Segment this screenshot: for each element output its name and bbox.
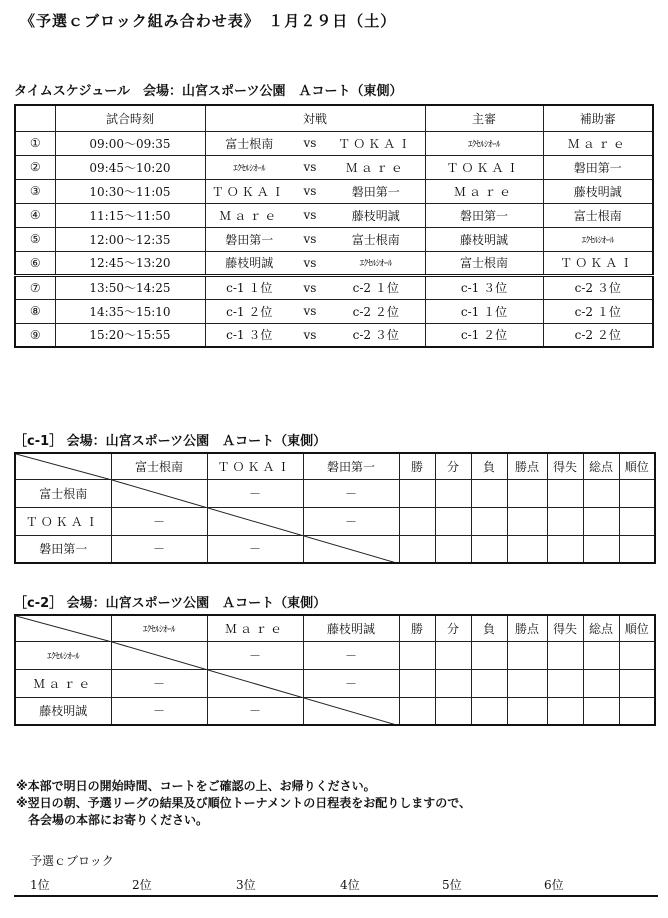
schedule-row (15, 299, 653, 323)
result-cell-dash: － (207, 641, 303, 669)
league-header-stat: 順位 (619, 453, 655, 479)
stat-cell (507, 535, 547, 563)
league-row-team: 富士根南 (15, 479, 111, 507)
stat-cell (435, 697, 471, 725)
stat-cell (399, 507, 435, 535)
result-cell-dash: － (111, 697, 207, 725)
team-away: 磐田第一 (327, 179, 425, 203)
stat-cell (583, 479, 619, 507)
stat-cell (399, 535, 435, 563)
result-cell-dash: － (111, 507, 207, 535)
match-time: 10:30～11:05 (55, 179, 205, 203)
schedule-row (15, 275, 653, 299)
referee: 藤枝明誠 (425, 227, 543, 251)
diagonal-line (16, 454, 111, 479)
team-away: Ｍａｒｅ (327, 155, 425, 179)
diagonal-line (208, 670, 304, 698)
stat-cell (619, 697, 655, 725)
assistant-referee: c-2 ２位 (543, 323, 653, 347)
result-cell-dash: － (207, 535, 303, 563)
stat-cell (547, 535, 583, 563)
vs-label: vs (293, 203, 327, 227)
league-header-stat: 得失 (547, 615, 583, 641)
result-cell-dash: － (207, 479, 303, 507)
team-home: 富士根南 (205, 131, 293, 155)
stat-cell (435, 641, 471, 669)
assistant-referee: ｴｸｾﾙｼｵｰﾙ (543, 227, 653, 251)
diagonal-line (112, 480, 208, 508)
ranking-place: 4位 (340, 878, 360, 892)
league-header-stat: 総点 (583, 615, 619, 641)
vs-label: vs (293, 299, 327, 323)
match-number: ⑧ (15, 299, 55, 323)
league-header-team: 磐田第一 (303, 453, 399, 479)
result-cell-dash: － (111, 535, 207, 563)
ranking-underline (14, 895, 658, 897)
team-home: Ｍａｒｅ (205, 203, 293, 227)
stat-cell (547, 641, 583, 669)
diagonal-line (208, 508, 304, 536)
league-header-team: 藤枝明誠 (303, 615, 399, 641)
team-away: c-2 ２位 (327, 299, 425, 323)
league-header-row (15, 453, 655, 479)
diagonal-line (304, 536, 400, 564)
league-header-stat: 負 (471, 453, 507, 479)
stat-cell (471, 479, 507, 507)
self-match-cell (207, 507, 303, 535)
team-home: 藤枝明誠 (205, 251, 293, 275)
team-away: ＴＯＫＡＩ (327, 131, 425, 155)
schedule-row (15, 179, 653, 203)
match-number: ① (15, 131, 55, 155)
referee: ＴＯＫＡＩ (425, 155, 543, 179)
league-c1-table (14, 452, 656, 564)
league-header-team: ＴＯＫＡＩ (207, 453, 303, 479)
stat-cell (471, 669, 507, 697)
stat-cell (399, 641, 435, 669)
team-home: ＴＯＫＡＩ (205, 179, 293, 203)
stat-cell (399, 697, 435, 725)
league-header-stat: 勝 (399, 615, 435, 641)
vs-label: vs (293, 227, 327, 251)
league-header-stat: 勝点 (507, 615, 547, 641)
match-number: ② (15, 155, 55, 179)
stat-cell (619, 479, 655, 507)
stat-cell (399, 669, 435, 697)
stat-cell (547, 507, 583, 535)
schedule-header-assistant: 補助審 (543, 105, 653, 131)
stat-cell (471, 507, 507, 535)
stat-cell (619, 507, 655, 535)
schedule-heading: タイムスケジュール 会場：山宮スポーツ公園 Ａコート（東側） (14, 84, 403, 99)
result-cell-dash: － (303, 507, 399, 535)
league-row (15, 507, 655, 535)
match-time: 14:35～15:10 (55, 299, 205, 323)
team-away: c-2 ３位 (327, 323, 425, 347)
notes (16, 778, 471, 829)
self-match-cell (111, 479, 207, 507)
result-cell-dash: － (303, 479, 399, 507)
schedule-row (15, 155, 653, 179)
stat-cell (547, 669, 583, 697)
stat-cell (507, 479, 547, 507)
schedule-header-match: 対戦 (205, 105, 425, 131)
stat-cell (507, 641, 547, 669)
assistant-referee: c-2 １位 (543, 299, 653, 323)
assistant-referee: 磐田第一 (543, 155, 653, 179)
team-away: ｴｸｾﾙｼｵｰﾙ (327, 251, 425, 275)
stat-cell (547, 479, 583, 507)
self-match-cell (303, 535, 399, 563)
team-home: c-1 ２位 (205, 299, 293, 323)
result-cell-dash: － (303, 641, 399, 669)
assistant-referee: c-2 ３位 (543, 275, 653, 299)
team-home: ｴｸｾﾙｼｵｰﾙ (205, 155, 293, 179)
league-header-stat: 負 (471, 615, 507, 641)
referee: 磐田第一 (425, 203, 543, 227)
league-header-stat: 分 (435, 615, 471, 641)
diagonal-corner-cell (15, 615, 111, 641)
schedule-header-no (15, 105, 55, 131)
stat-cell (619, 669, 655, 697)
referee: c-1 ３位 (425, 275, 543, 299)
note-line: 各会場の本部にお寄りください。 (16, 813, 209, 827)
schedule-table (14, 104, 654, 348)
team-home: c-1 １位 (205, 275, 293, 299)
stat-cell (547, 697, 583, 725)
schedule-row (15, 251, 653, 275)
team-home: 磐田第一 (205, 227, 293, 251)
diagonal-line (112, 642, 208, 670)
ranking-label: 予選ｃブロック (30, 854, 114, 868)
schedule-row (15, 131, 653, 155)
league-header-row (15, 615, 655, 641)
self-match-cell (207, 669, 303, 697)
vs-label: vs (293, 251, 327, 275)
stat-cell (507, 507, 547, 535)
league-row (15, 535, 655, 563)
stat-cell (619, 641, 655, 669)
schedule-header-time: 試合時刻 (55, 105, 205, 131)
match-number: ⑤ (15, 227, 55, 251)
match-time: 12:00～12:35 (55, 227, 205, 251)
vs-label: vs (293, 323, 327, 347)
self-match-cell (303, 697, 399, 725)
match-time: 15:20～15:55 (55, 323, 205, 347)
stat-cell (507, 697, 547, 725)
vs-label: vs (293, 179, 327, 203)
stat-cell (435, 535, 471, 563)
ranking-place: 3位 (236, 878, 256, 892)
referee: 富士根南 (425, 251, 543, 275)
referee: c-1 １位 (425, 299, 543, 323)
ranking-place: 6位 (544, 878, 564, 892)
match-time: 11:15～11:50 (55, 203, 205, 227)
stat-cell (619, 535, 655, 563)
team-home: c-1 ３位 (205, 323, 293, 347)
ranking-place: 1位 (30, 878, 50, 892)
referee: Ｍａｒｅ (425, 179, 543, 203)
league-row-team: ｴｸｾﾙｼｵｰﾙ (15, 641, 111, 669)
league-header-stat: 分 (435, 453, 471, 479)
match-time: 09:00～09:35 (55, 131, 205, 155)
ranking-place: 2位 (132, 878, 152, 892)
diagonal-line (16, 616, 111, 641)
schedule-header-row (15, 105, 653, 131)
stat-cell (471, 641, 507, 669)
diagonal-line (304, 698, 400, 726)
note-line: ※本部で明日の開始時間、コートをご確認の上、お帰りください。 (16, 779, 376, 793)
schedule-row (15, 227, 653, 251)
league-row (15, 641, 655, 669)
vs-label: vs (293, 275, 327, 299)
league-header-team: Ｍａｒｅ (207, 615, 303, 641)
league-c1-heading: ［c-1］ 会場：山宮スポーツ公園 Ａコート（東側） (14, 434, 327, 449)
league-row (15, 697, 655, 725)
match-number: ⑥ (15, 251, 55, 275)
league-c2-heading: ［c-2］ 会場：山宮スポーツ公園 Ａコート（東側） (14, 596, 327, 611)
page-title: 《予選ｃブロック組み合わせ表》 １月２９日（土） (20, 12, 397, 30)
stat-cell (471, 535, 507, 563)
assistant-referee: 富士根南 (543, 203, 653, 227)
team-away: 富士根南 (327, 227, 425, 251)
stat-cell (583, 641, 619, 669)
league-header-team: 富士根南 (111, 453, 207, 479)
stat-cell (435, 507, 471, 535)
match-number: ⑨ (15, 323, 55, 347)
stat-cell (435, 669, 471, 697)
league-header-team: ｴｸｾﾙｼｵｰﾙ (111, 615, 207, 641)
referee: c-1 ２位 (425, 323, 543, 347)
league-row (15, 669, 655, 697)
stat-cell (583, 669, 619, 697)
match-number: ③ (15, 179, 55, 203)
league-header-stat: 順位 (619, 615, 655, 641)
stat-cell (435, 479, 471, 507)
league-row (15, 479, 655, 507)
schedule-row (15, 323, 653, 347)
stat-cell (583, 697, 619, 725)
assistant-referee: 藤枝明誠 (543, 179, 653, 203)
note-line: ※翌日の朝、予選リーグの結果及び順位トーナメントの日程表をお配りしますので、 (16, 796, 471, 810)
team-away: c-2 １位 (327, 275, 425, 299)
league-row-team: 磐田第一 (15, 535, 111, 563)
league-header-stat: 総点 (583, 453, 619, 479)
diagonal-corner-cell (15, 453, 111, 479)
schedule-header-referee: 主審 (425, 105, 543, 131)
stat-cell (583, 507, 619, 535)
match-time: 09:45～10:20 (55, 155, 205, 179)
match-number: ④ (15, 203, 55, 227)
assistant-referee: Ｍａｒｅ (543, 131, 653, 155)
stat-cell (471, 697, 507, 725)
match-time: 13:50～14:25 (55, 275, 205, 299)
stat-cell (507, 669, 547, 697)
vs-label: vs (293, 131, 327, 155)
league-header-stat: 得失 (547, 453, 583, 479)
match-time: 12:45～13:20 (55, 251, 205, 275)
league-c2-table (14, 614, 656, 726)
stat-cell (583, 535, 619, 563)
ranking-place: 5位 (442, 878, 462, 892)
schedule-row (15, 203, 653, 227)
league-row-team: Ｍａｒｅ (15, 669, 111, 697)
result-cell-dash: － (111, 669, 207, 697)
assistant-referee: ＴＯＫＡＩ (543, 251, 653, 275)
league-header-stat: 勝点 (507, 453, 547, 479)
match-number: ⑦ (15, 275, 55, 299)
stat-cell (399, 479, 435, 507)
self-match-cell (111, 641, 207, 669)
referee: ｴｸｾﾙｼｵｰﾙ (425, 131, 543, 155)
league-row-team: ＴＯＫＡＩ (15, 507, 111, 535)
league-row-team: 藤枝明誠 (15, 697, 111, 725)
vs-label: vs (293, 155, 327, 179)
league-header-stat: 勝 (399, 453, 435, 479)
result-cell-dash: － (303, 669, 399, 697)
team-away: 藤枝明誠 (327, 203, 425, 227)
result-cell-dash: － (207, 697, 303, 725)
